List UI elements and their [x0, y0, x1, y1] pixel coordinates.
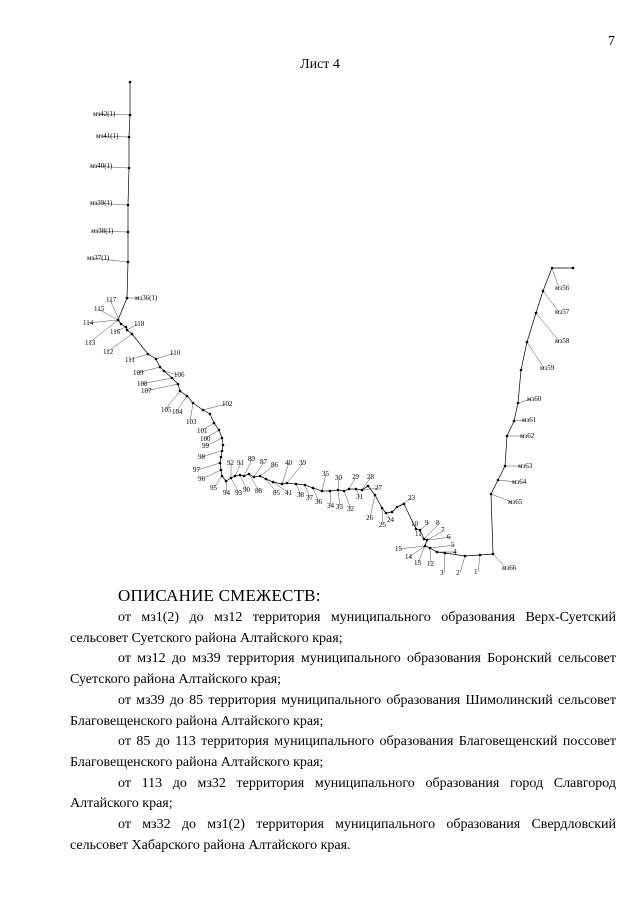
point-label: 94	[223, 489, 230, 497]
adjacency-paragraph: от мз32 до мз1(2) территория муниципального образования Свердловский сельсовет Хабарского района Алтайского края.	[70, 817, 616, 853]
page-number: 7	[608, 34, 615, 49]
point-label: 110	[170, 349, 181, 357]
point-label: 10	[411, 520, 418, 528]
point-label: мз57	[555, 308, 570, 316]
boundary-point	[221, 450, 224, 453]
point-label: 2	[456, 569, 460, 577]
point-label: 115	[94, 305, 105, 313]
point-label: 109	[133, 369, 144, 377]
adjacency-paragraph: от мз12 до мз39 территория муниципального образования Боронский сельсовет Суетского района Алтайского края;	[70, 651, 616, 688]
point-label: 87	[260, 458, 267, 466]
boundary-point	[520, 369, 523, 372]
point-label: 7	[441, 526, 445, 534]
point-label: 116	[110, 328, 121, 336]
point-label: 40	[285, 459, 292, 467]
point-label: мз37(1)	[87, 254, 110, 262]
boundary-point	[403, 503, 406, 506]
point-label: мз65	[508, 498, 523, 506]
adjacency-paragraph: от 113 до мз32 территория муниципального образования город Славгород Алтайского края;	[70, 775, 616, 812]
point-label: 1	[474, 568, 478, 576]
point-label: 35	[322, 470, 329, 478]
boundary-point	[572, 267, 575, 270]
point-label: 99	[202, 442, 209, 450]
point-label: 95	[210, 484, 217, 492]
boundary-line	[118, 82, 573, 556]
adjacency-paragraph: от мз1(2) до мз12 территория муниципального образования Верх-Суетский сельсовет Суетского района Алтайского края;	[70, 610, 616, 646]
boundary-point	[222, 444, 225, 447]
point-label: 15	[395, 545, 402, 553]
point-label: мз40(1)	[90, 162, 113, 170]
point-label: мз58	[555, 337, 570, 345]
point-label: 98	[198, 453, 205, 461]
point-label: 34	[327, 502, 334, 510]
point-label: 105	[161, 406, 172, 414]
point-label: мз56	[555, 284, 570, 292]
point-label: 38	[297, 491, 304, 499]
point-label: мз42(1)	[93, 110, 116, 118]
adjacency-description	[70, 608, 616, 856]
point-label: 102	[222, 400, 233, 408]
point-label: 27	[375, 484, 382, 492]
point-label: 12	[427, 560, 434, 568]
boundary-point	[220, 456, 223, 459]
boundary-lines	[118, 82, 573, 556]
point-label: 23	[408, 494, 415, 502]
point-label: мз66	[502, 564, 517, 572]
point-label: 90	[243, 486, 250, 494]
point-label: 112	[103, 348, 114, 356]
point-label: 32	[347, 505, 354, 513]
point-label: 93	[235, 489, 242, 497]
point-label: 28	[367, 473, 374, 481]
point-label: 39	[299, 459, 306, 467]
point-label: 85	[273, 489, 280, 497]
point-label: 41	[285, 489, 292, 497]
boundary-point	[391, 511, 394, 514]
point-label: 96	[198, 475, 205, 483]
point-label: 101	[197, 427, 208, 435]
label-leader-line	[444, 553, 445, 573]
point-label: мз64	[512, 478, 527, 486]
section-heading: ОПИСАНИЕ СМЕЖЕСТВ:	[118, 586, 321, 605]
point-label: 100	[200, 435, 211, 443]
adjacency-paragraph: от мз39 до 85 территория муниципального образования Шимолинский сельсовет Благовещенского района Алтайского края;	[70, 692, 616, 729]
point-label: мз36(1)	[135, 294, 158, 302]
label-leader-line	[197, 463, 220, 470]
point-label: 3	[440, 569, 444, 577]
point-label: 5	[451, 541, 455, 549]
point-label: мз62	[520, 432, 535, 440]
point-label: 108	[137, 380, 148, 388]
point-label: 29	[352, 473, 359, 481]
boundary-point	[129, 81, 132, 84]
point-label: 26	[366, 514, 373, 522]
point-label: 13	[414, 559, 421, 567]
point-label: 88	[255, 487, 262, 495]
point-label: 86	[271, 461, 278, 469]
point-label: 4	[453, 548, 457, 556]
point-label: мз59	[540, 364, 555, 372]
point-label: 106	[174, 371, 185, 379]
point-label: 117	[106, 296, 117, 304]
point-label: мз39(1)	[90, 199, 113, 207]
boundary-point	[367, 485, 370, 488]
point-label: 25	[379, 521, 386, 529]
point-label: мз38(1)	[91, 227, 114, 235]
point-label: 33	[336, 503, 343, 511]
point-label: 31	[356, 493, 363, 501]
sheet-title: Лист 4	[300, 57, 340, 72]
boundary-labels	[83, 110, 570, 577]
point-label: 92	[227, 459, 234, 467]
point-label: 11	[415, 530, 422, 538]
adjacency-paragraph: от 85 до 113 территория муниципального образования Благовещенский поссовет Благовещенского района Алтайского края;	[70, 734, 616, 770]
point-label: мз60	[527, 395, 542, 403]
point-label: 107	[141, 387, 152, 395]
point-label: 111	[125, 356, 135, 364]
point-label: мз61	[522, 416, 537, 424]
point-label: 14	[405, 553, 412, 561]
point-label: 104	[172, 408, 183, 416]
point-label: 24	[387, 516, 394, 524]
point-label: 97	[193, 466, 200, 474]
point-label: мз63	[518, 462, 533, 470]
boundary-points	[117, 81, 575, 558]
point-label: 9	[425, 519, 429, 527]
point-label: 89	[248, 455, 255, 463]
label-leader-line	[460, 556, 465, 573]
point-label: 30	[335, 474, 342, 482]
point-label: 118	[134, 320, 145, 328]
point-label: 37	[306, 494, 313, 502]
point-label: 113	[85, 339, 96, 347]
point-label: 91	[237, 459, 244, 467]
point-label: 103	[186, 418, 197, 426]
point-label: 36	[315, 498, 322, 506]
point-label: 6	[447, 533, 451, 541]
boundary-point	[209, 413, 212, 416]
point-label: 8	[436, 519, 440, 527]
point-label: мз41(1)	[96, 132, 119, 140]
point-label: 114	[83, 319, 94, 327]
label-leader-line	[478, 555, 480, 572]
